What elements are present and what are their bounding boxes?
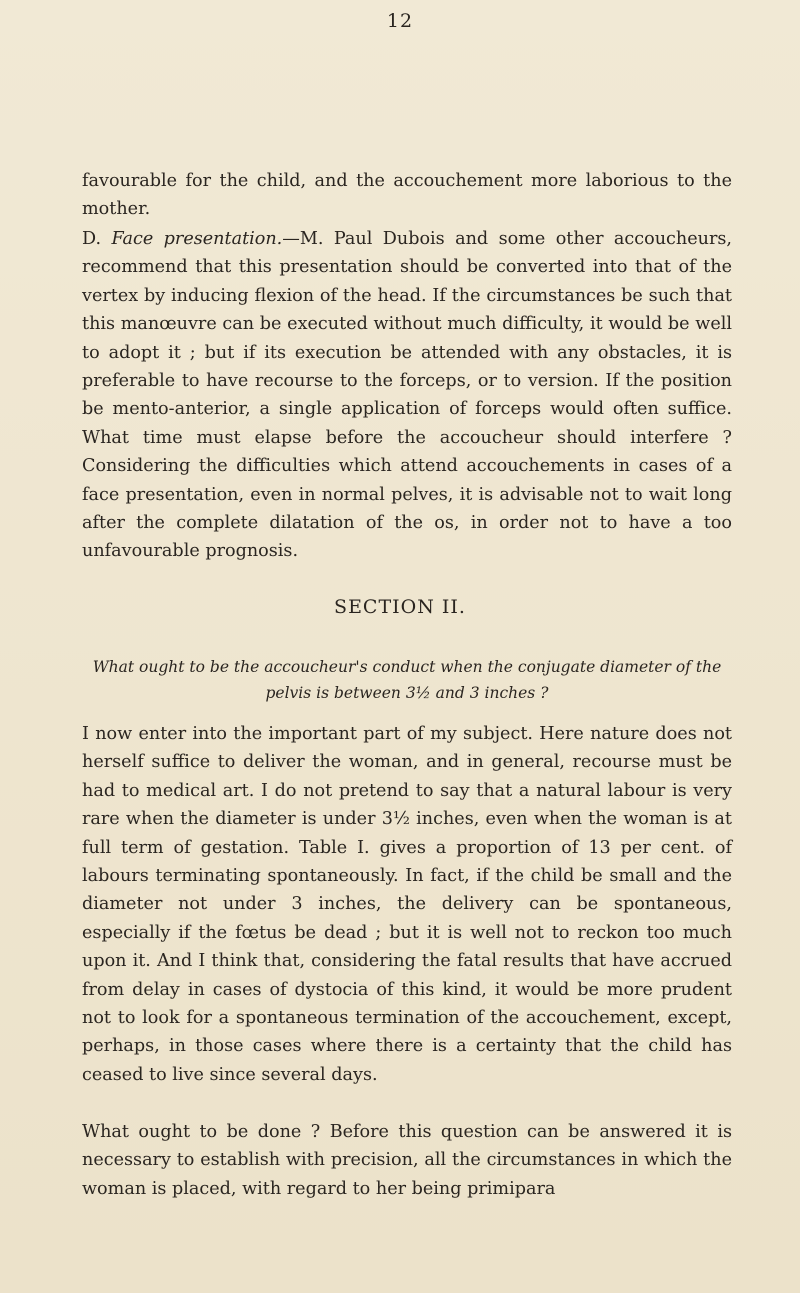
paragraph-body: —M. Paul Dubois and some other accoucheurs, recommend that this presentation should be converted into that of the vertex by inducing flexion of the head. If the circumstances be such that this manœuvre can be executed without much difficulty, it would be well to adopt it ; but if its execution be attended with any obstacles, it is preferable to have recourse to the forceps, or to version. If the position be mento-anterior, a single application of forceps would often suffice. What time must elapse before the accoucheur should interfere ? Considering the difficulties which attend accouchements in cases of a face presentation, even in normal pelves, it is advisable not to wait long after the complete dilatation of the os, in order not to have a too unfavourable prognosis. <box>82 229 732 562</box>
page-number: 12 <box>386 10 414 32</box>
section-heading: SECTION II. <box>334 596 466 618</box>
paragraph-section-intro: I now enter into the important part of my subject. Here nature does not herself suffice to deliver the woman, and in general, recourse must be had to medical art. I do not pretend to say that a natural labour is very rare when the diameter is under 3½ inches, even when the woman is at full term of gestation. Table I. gives a proportion of 13 per cent. of labours terminating spontaneously. In fact, if the child be small and the diameter not under 3 inches, the delivery can be spontaneous, especially if the fœtus be dead ; but it is well not to reckon too much upon it. And I think that, considering the fatal results that have accrued from delay in cases of dystocia of this kind, it would be more prudent not to look for a spontaneous termination of the accouchement, except, perhaps, in those cases where there is a certainty that the child has ceased to live since several days. <box>82 724 732 1085</box>
paragraph-label: D. <box>82 229 102 249</box>
paragraph-title: Face presentation. <box>111 229 283 249</box>
paragraph-face-presentation <box>82 225 732 566</box>
section-question: What ought to be the accoucheur's conduct when the conjugate diameter of the pelvis is between 3½ and 3 inches ? <box>92 658 722 702</box>
paragraph-what-ought: What ought to be done ? Before this question can be answered it is necessary to establish with precision, all the circumstances in which the woman is placed, with regard to her being primipara <box>82 1122 732 1199</box>
paragraph-continuation: favourable for the child, and the accouchement more laborious to the mother. <box>82 171 732 220</box>
